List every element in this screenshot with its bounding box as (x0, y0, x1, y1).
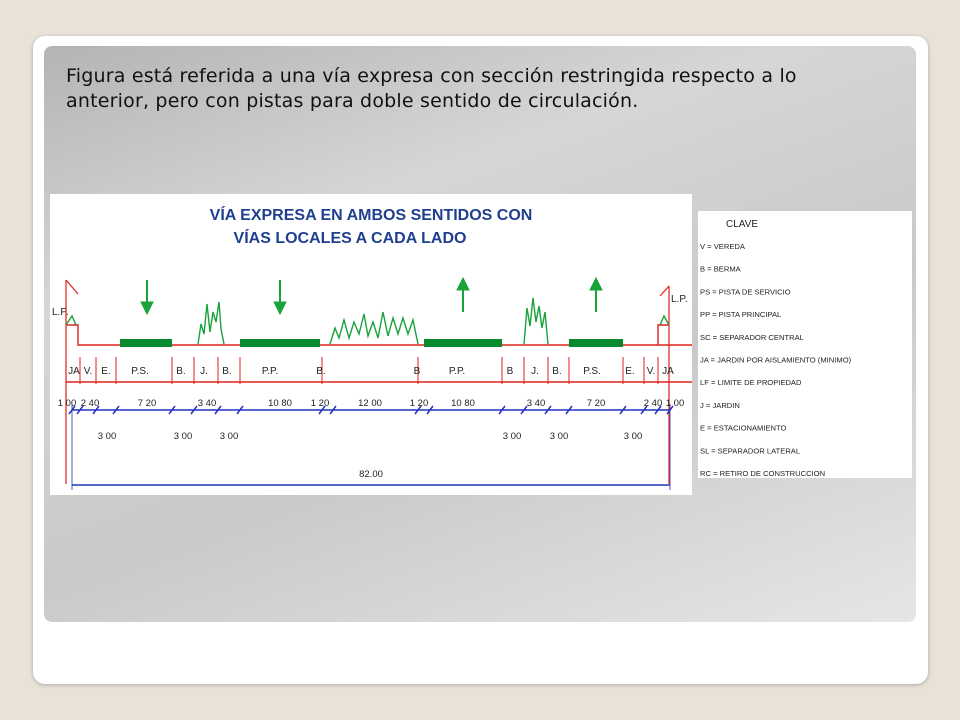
dimension-value: 3 40 (197, 398, 217, 409)
zone-label: B. (222, 366, 232, 377)
traffic-arrows (141, 278, 602, 314)
diagram-title-line2: VÍAS LOCALES A CADA LADO (233, 230, 467, 247)
legend-item: RC = RETIRO DE CONSTRUCCION (700, 469, 826, 478)
dimension-value: 1 00 (665, 398, 685, 409)
dimension-value: 3 00 (549, 431, 569, 442)
zone-label: P.S. (131, 366, 149, 377)
dimension-value: 12 00 (358, 398, 382, 409)
cross-section-svg (50, 194, 692, 495)
property-limit-left: L.P. (52, 307, 69, 318)
dimension-value: 1 20 (310, 398, 330, 409)
legend-box (698, 211, 912, 478)
zone-label: V. (83, 366, 93, 377)
zone-label: JA (68, 366, 80, 377)
dimension-value: 7 20 (137, 398, 157, 409)
zone-label: J. (531, 366, 539, 377)
slide-text: Figura está referida a una vía expresa con sección restringida respecto a lo anterior, pero con pistas para doble sentido de circulación. (66, 65, 797, 112)
zone-label: P.P. (261, 366, 279, 377)
legend-item: SC = SEPARADOR CENTRAL (700, 332, 804, 342)
zone-label: P.S. (583, 366, 601, 377)
legend-item: E = ESTACIONAMIENTO (700, 423, 787, 433)
zone-label: JA (662, 366, 674, 377)
dimensions-row2 (98, 431, 643, 442)
legend-item: PP = PISTA PRINCIPAL (700, 310, 782, 320)
dimension-value: 1 20 (409, 398, 429, 409)
zone-label: E. (625, 366, 635, 377)
zone-label: V. (646, 366, 656, 377)
dimension-value: 7 20 (586, 398, 606, 409)
zone-label: B (413, 366, 421, 377)
zone-labels (68, 366, 674, 377)
zone-label: B. (176, 366, 186, 377)
total-width-label: 82.00 (359, 469, 383, 480)
cross-section-diagram (50, 194, 692, 495)
property-limit-right: L.P. (671, 294, 688, 305)
zone-label: B. (552, 366, 562, 377)
legend-items (700, 242, 852, 478)
legend-svg (698, 211, 912, 478)
zone-label: E. (101, 366, 111, 377)
legend-item: PS = PISTA DE SERVICIO (700, 287, 791, 297)
legend-item: LF = LIMITE DE PROPIEDAD (700, 378, 802, 388)
legend-item: JA = JARDIN POR AISLAMIENTO (MINIMO) (700, 355, 852, 365)
legend-item: J = JARDIN (700, 400, 740, 410)
dimension-value: 2 40 (643, 398, 663, 409)
legend-item: B = BERMA (700, 264, 741, 274)
dimension-value: 3 00 (173, 431, 193, 442)
legend-item: V = VEREDA (700, 242, 745, 251)
dimension-value: 3 40 (526, 398, 546, 409)
dimension-value: 2 40 (80, 398, 100, 409)
dimensions-row1 (58, 398, 685, 409)
zone-label: J. (200, 366, 208, 377)
dimension-value: 1 00 (57, 398, 77, 409)
zone-label: P.P. (448, 366, 466, 377)
diagram-title-line1: VÍA EXPRESA EN AMBOS SENTIDOS CON (209, 207, 533, 224)
dimension-value: 3 00 (97, 431, 117, 442)
zone-dividers (80, 357, 658, 384)
legend-item: SL = SEPARADOR LATERAL (700, 446, 801, 456)
zone-label: B. (316, 366, 326, 377)
dimension-value: 3 00 (623, 431, 643, 442)
zone-label: B (506, 366, 514, 377)
dimension-value: 10 80 (268, 398, 292, 409)
dimension-value: 3 00 (502, 431, 522, 442)
legend-title: CLAVE (726, 219, 759, 230)
dimension-value: 10 80 (451, 398, 475, 409)
vegetation (66, 298, 669, 344)
dimension-value: 3 00 (219, 431, 239, 442)
